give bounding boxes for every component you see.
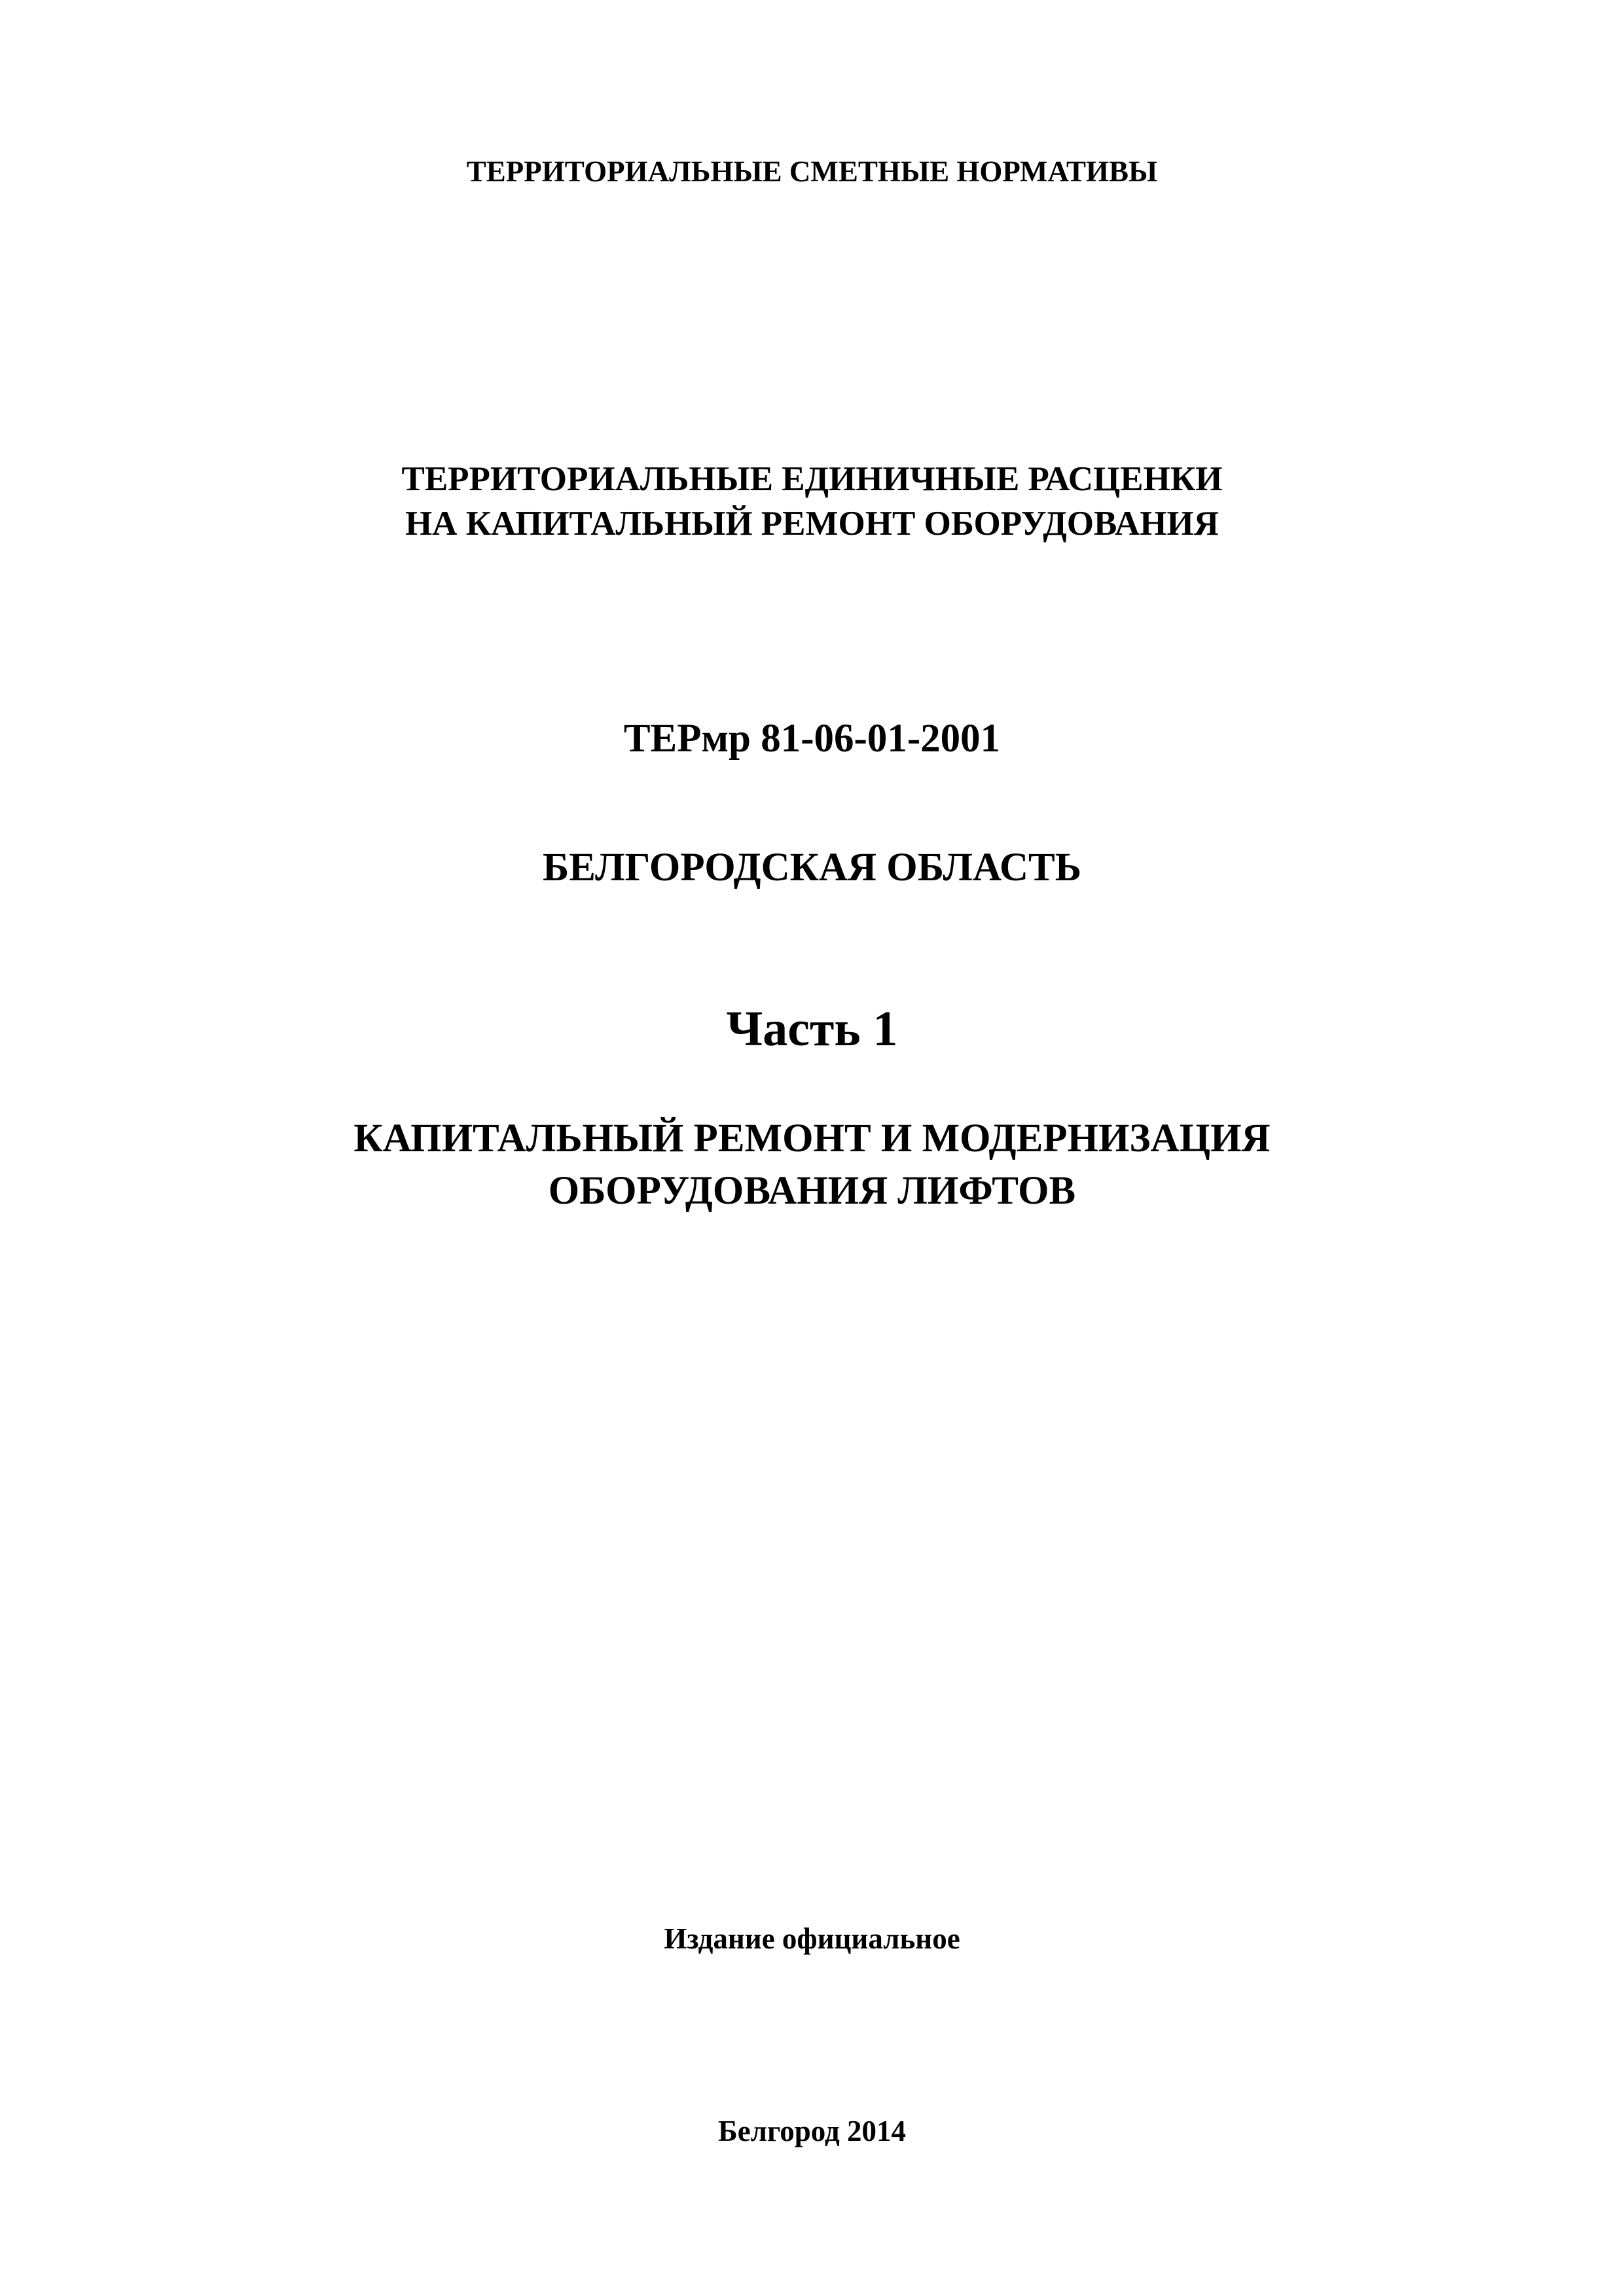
document-code: ТЕРмр 81-06-01-2001 (623, 717, 1001, 761)
part-title (0, 1113, 1624, 1217)
region-name: БЕЛГОРОДСКАЯ ОБЛАСТЬ (542, 846, 1082, 889)
edition-note: Издание официальное (664, 1922, 960, 1955)
document-title-line-1: ТЕРРИТОРИАЛЬНЫЕ ЕДИНИЧНЫЕ РАСЦЕНКИ (401, 460, 1223, 498)
part-title-line-1: КАПИТАЛЬНЫЙ РЕМОНТ И МОДЕРНИЗАЦИЯ (353, 1117, 1271, 1160)
document-title-line-2: НА КАПИТАЛЬНЫЙ РЕМОНТ ОБОРУДОВАНИЯ (405, 505, 1219, 543)
document-title (0, 457, 1624, 546)
part-title-line-2: ОБОРУДОВАНИЯ ЛИФТОВ (548, 1169, 1076, 1213)
standards-series-heading: ТЕРРИТОРИАЛЬНЫЕ СМЕТНЫЕ НОРМАТИВЫ (466, 155, 1158, 188)
part-number: Часть 1 (726, 1001, 898, 1056)
publication-place-year: Белгород 2014 (717, 2115, 907, 2147)
